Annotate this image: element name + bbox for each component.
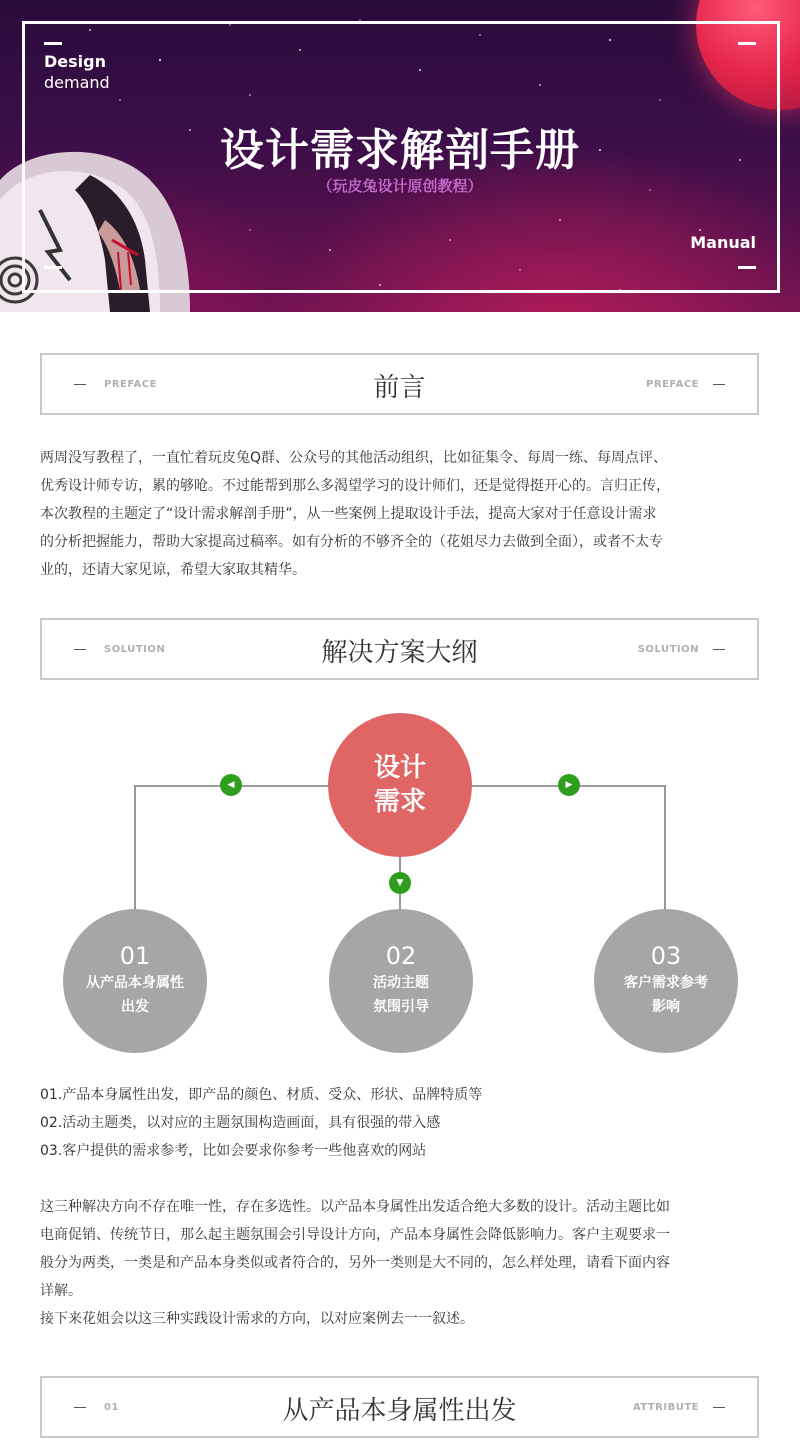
node-number: 03 <box>650 942 682 970</box>
section-title: 从产品本身属性出发 <box>282 1396 517 1426</box>
node-label-line2: 影响 <box>652 999 680 1015</box>
text-line: 本次教程的主题定了“设计需求解剖手册”，从一些案例上提取设计手法，提高大家对于任意设计需求 <box>40 506 657 522</box>
manual-word: Manual <box>690 233 756 252</box>
arrow-down-icon: ▼ <box>389 872 411 894</box>
node-label-line1: 从产品本身属性 <box>86 975 184 991</box>
text-line: 电商促销、传统节日，那么起主题氛围会引导设计方向，产品本身属性会降低影响力。客户主观要求一 <box>40 1227 670 1243</box>
header-tag-left: PREFACE <box>104 379 157 390</box>
circle-label-line2: 需求 <box>373 787 426 817</box>
text-line: 这三种解决方向不存在唯一性，存在多选性。以产品本身属性出发适合绝大多数的设计。活动主题比如 <box>40 1199 670 1215</box>
solution-list <box>40 1081 760 1165</box>
section-title: 前言 <box>373 373 426 403</box>
node-label-line2: 出发 <box>121 999 149 1015</box>
header-tag-right: SOLUTION <box>637 644 699 655</box>
section-title: 解决方案大纲 <box>321 638 478 668</box>
header-tag-right: ATTRIBUTE <box>632 1402 699 1413</box>
design-word: Design <box>44 52 106 71</box>
node-label-line1: 客户需求参考 <box>624 975 708 991</box>
solution-explanation <box>40 1193 760 1333</box>
hero-subtitle: （玩皮兔设计原创教程） <box>317 177 483 195</box>
solution-header <box>40 618 759 680</box>
hero-dash-top-right <box>738 42 756 45</box>
header-tag-left: SOLUTION <box>104 644 166 655</box>
text-line: 般分为两类，一类是和产品本身类似或者符合的，另外一类则是大不同的，怎么样处理，请看下面内容 <box>40 1255 670 1271</box>
text-line: 的分析把握能力，帮助大家提高过稿率。如有分析的不够齐全的（花姐尽力去做到全面），或者不太专 <box>40 534 663 550</box>
header-tag-left: 01 <box>104 1402 119 1413</box>
arrow-left-icon: ◀ <box>220 774 242 796</box>
node-number: 01 <box>119 942 151 970</box>
attribute-header <box>40 1376 759 1438</box>
hero-dash-bottom-left <box>44 266 62 269</box>
hero-title: 设计需求解剖手册 <box>220 125 580 176</box>
text-line: 接下来花姐会以这三种实践设计需求的方向，以对应案例去一一叙述。 <box>40 1311 474 1327</box>
header-dash-right <box>713 384 725 385</box>
solution-node-01 <box>63 909 207 1053</box>
solution-node-03 <box>594 909 738 1053</box>
solution-node-02 <box>329 909 473 1053</box>
list-item: 01.产品本身属性出发，即产品的颜色、材质、受众、形状、品牌特质等 <box>40 1087 483 1103</box>
hero-dash-bottom-right <box>738 266 756 269</box>
header-dash-right <box>713 649 725 650</box>
list-item: 02.活动主题类，以对应的主题氛围构造画面，具有很强的带入感 <box>40 1115 441 1131</box>
text-line: 业的，还请大家见谅，希望大家取其精华。 <box>40 562 306 578</box>
hero-dash-top-left <box>44 42 62 45</box>
arrow-right-icon: ▶ <box>558 774 580 796</box>
demand-word: demand <box>44 73 110 92</box>
preface-header <box>40 353 759 415</box>
circle-label-line1: 设计 <box>373 753 426 783</box>
node-label-line2: 氛围引导 <box>373 999 429 1015</box>
header-tag-right: PREFACE <box>646 379 699 390</box>
preface-text <box>40 444 760 584</box>
text-line: 详解。 <box>40 1283 82 1299</box>
text-line: 两周没写教程了，一直忙着玩皮兔Q群、公众号的其他活动组织，比如征集令、每周一练、每周点评、 <box>40 450 668 466</box>
node-number: 02 <box>385 942 417 970</box>
design-demand-circle <box>328 713 472 857</box>
text-line: 优秀设计师专访，累的够呛。不过能帮到那么多渴望学习的设计师们，还是觉得挺开心的。言归正传， <box>40 478 670 494</box>
node-label-line1: 活动主题 <box>373 975 429 991</box>
header-dash-right <box>713 1407 725 1408</box>
hero-banner <box>0 0 800 312</box>
list-item: 03.客户提供的需求参考，比如会要求你参考一些他喜欢的网站 <box>40 1143 427 1159</box>
